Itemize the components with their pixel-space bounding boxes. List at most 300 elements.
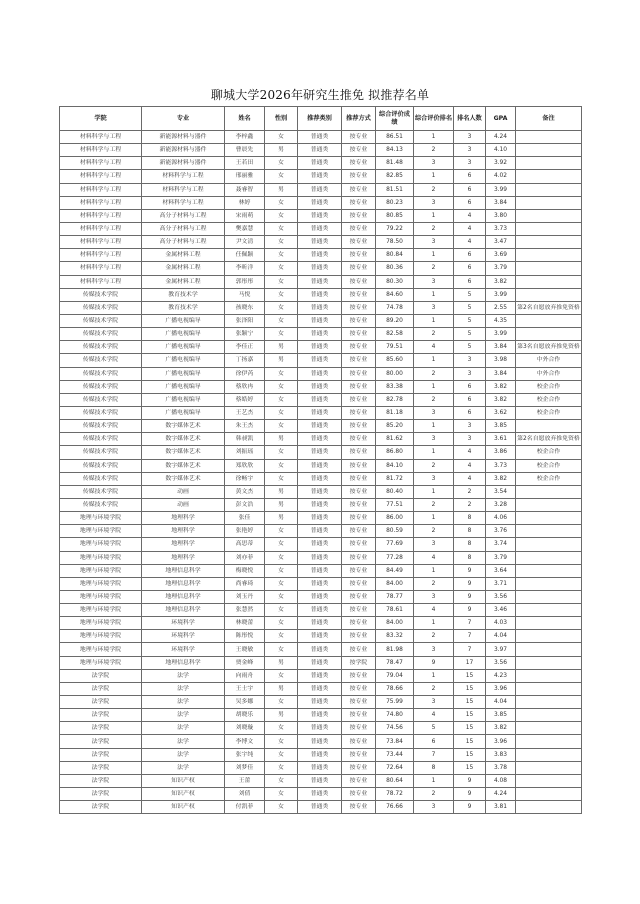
note-cell [516, 420, 582, 433]
major-cell: 地理信息科学 [142, 656, 225, 669]
college-cell: 地理与环境学院 [60, 525, 142, 538]
score-cell: 86.51 [376, 131, 414, 144]
method-cell: 按专业 [342, 446, 376, 459]
college-cell: 法学院 [60, 774, 142, 787]
name-cell: 韩昶凯 [225, 433, 265, 446]
category-cell: 普通类 [298, 380, 342, 393]
category-cell: 普通类 [298, 393, 342, 406]
college-cell: 传媒技术学院 [60, 420, 142, 433]
count-cell: 15 [454, 761, 486, 774]
gpa-cell: 4.35 [486, 314, 516, 327]
name-cell: 张艳婷 [225, 525, 265, 538]
rank-cell: 3 [414, 301, 454, 314]
category-cell: 普通类 [298, 525, 342, 538]
note-cell [516, 643, 582, 656]
note-cell [516, 222, 582, 235]
table-row [60, 170, 582, 183]
category-cell: 普通类 [298, 748, 342, 761]
college-cell: 地理与环境学院 [60, 656, 142, 669]
table-row [60, 262, 582, 275]
gender-cell: 女 [265, 590, 298, 603]
table-row [60, 196, 582, 209]
name-cell: 胡晓乐 [225, 709, 265, 722]
method-cell: 按专业 [342, 196, 376, 209]
score-cell: 86.80 [376, 446, 414, 459]
gender-cell: 女 [265, 393, 298, 406]
rank-cell: 7 [414, 748, 454, 761]
gender-cell: 男 [265, 498, 298, 511]
name-cell: 张慧然 [225, 604, 265, 617]
note-cell [516, 709, 582, 722]
score-cell: 73.84 [376, 735, 414, 748]
gpa-cell: 3.78 [486, 761, 516, 774]
count-cell: 6 [454, 262, 486, 275]
count-cell: 3 [454, 367, 486, 380]
note-cell [516, 682, 582, 695]
note-cell: 校企合作 [516, 406, 582, 419]
college-cell: 法学院 [60, 788, 142, 801]
method-cell: 按专业 [342, 682, 376, 695]
gpa-cell: 4.08 [486, 774, 516, 787]
gpa-cell: 3.76 [486, 525, 516, 538]
category-cell: 普通类 [298, 367, 342, 380]
rank-cell: 1 [414, 131, 454, 144]
rank-cell: 1 [414, 209, 454, 222]
method-cell: 按专业 [342, 788, 376, 801]
score-cell: 78.77 [376, 590, 414, 603]
category-cell: 普通类 [298, 433, 342, 446]
name-cell: 樊嘉慧 [225, 222, 265, 235]
rank-cell: 1 [414, 420, 454, 433]
method-cell: 按学院 [342, 656, 376, 669]
gpa-cell: 3.69 [486, 249, 516, 262]
method-cell: 按专业 [342, 367, 376, 380]
gpa-cell: 3.96 [486, 682, 516, 695]
name-cell: 刘晓璇 [225, 722, 265, 735]
name-cell: 刘梦佳 [225, 761, 265, 774]
table-row [60, 183, 582, 196]
rank-cell: 2 [414, 222, 454, 235]
note-cell: 中外合作 [516, 354, 582, 367]
count-cell: 17 [454, 656, 486, 669]
gender-cell: 女 [265, 696, 298, 709]
table-row [60, 748, 582, 761]
header-note: 备注 [516, 107, 582, 131]
rank-cell: 1 [414, 170, 454, 183]
name-cell: 丁扬嘉 [225, 354, 265, 367]
note-cell [516, 617, 582, 630]
table-body [60, 131, 582, 814]
score-cell: 86.00 [376, 512, 414, 525]
count-cell: 9 [454, 577, 486, 590]
college-cell: 法学院 [60, 722, 142, 735]
major-cell: 广播电视编导 [142, 328, 225, 341]
gender-cell: 女 [265, 669, 298, 682]
gpa-cell: 3.73 [486, 222, 516, 235]
college-cell: 地理与环境学院 [60, 643, 142, 656]
college-cell: 传媒技术学院 [60, 485, 142, 498]
name-cell: 王若田 [225, 157, 265, 170]
gpa-cell: 3.80 [486, 209, 516, 222]
major-cell: 数字媒体艺术 [142, 420, 225, 433]
major-cell: 环境科学 [142, 630, 225, 643]
note-cell: 第3名自愿放弃推免资格 [516, 341, 582, 354]
score-cell: 77.51 [376, 498, 414, 511]
count-cell: 6 [454, 406, 486, 419]
gpa-cell: 4.24 [486, 788, 516, 801]
score-cell: 81.51 [376, 183, 414, 196]
method-cell: 按专业 [342, 131, 376, 144]
score-cell: 78.72 [376, 788, 414, 801]
name-cell: 黄文杰 [225, 485, 265, 498]
gender-cell: 女 [265, 722, 298, 735]
header-method: 推荐方式 [342, 107, 376, 131]
gender-cell: 男 [265, 183, 298, 196]
gender-cell: 女 [265, 525, 298, 538]
score-cell: 80.64 [376, 774, 414, 787]
note-cell [516, 577, 582, 590]
count-cell: 2 [454, 498, 486, 511]
gender-cell: 女 [265, 459, 298, 472]
score-cell: 85.60 [376, 354, 414, 367]
major-cell: 新能源材料与器件 [142, 131, 225, 144]
count-cell: 5 [454, 328, 486, 341]
method-cell: 按专业 [342, 459, 376, 472]
table-row [60, 709, 582, 722]
score-cell: 84.49 [376, 564, 414, 577]
name-cell: 张佳 [225, 512, 265, 525]
gender-cell: 女 [265, 604, 298, 617]
name-cell: 王士宇 [225, 682, 265, 695]
table-row [60, 275, 582, 288]
note-cell [516, 669, 582, 682]
name-cell: 孩晓东 [225, 301, 265, 314]
gender-cell: 女 [265, 262, 298, 275]
college-cell: 材料科学与工程 [60, 183, 142, 196]
count-cell: 7 [454, 617, 486, 630]
gender-cell: 男 [265, 656, 298, 669]
name-cell: 徐伊芮 [225, 367, 265, 380]
college-cell: 地理与环境学院 [60, 577, 142, 590]
rank-cell: 8 [414, 761, 454, 774]
category-cell: 普通类 [298, 170, 342, 183]
count-cell: 15 [454, 669, 486, 682]
table-row [60, 222, 582, 235]
category-cell: 普通类 [298, 617, 342, 630]
major-cell: 动画 [142, 498, 225, 511]
category-cell: 普通类 [298, 301, 342, 314]
count-cell: 4 [454, 222, 486, 235]
major-cell: 地理信息科学 [142, 577, 225, 590]
gpa-cell: 4.02 [486, 170, 516, 183]
note-cell [516, 590, 582, 603]
major-cell: 法学 [142, 709, 225, 722]
method-cell: 按专业 [342, 735, 376, 748]
gpa-cell: 3.85 [486, 709, 516, 722]
table-row [60, 498, 582, 511]
college-cell: 材料科学与工程 [60, 144, 142, 157]
table-row [60, 301, 582, 314]
rank-cell: 2 [414, 144, 454, 157]
major-cell: 广播电视编导 [142, 314, 225, 327]
method-cell: 按专业 [342, 525, 376, 538]
gender-cell: 女 [265, 249, 298, 262]
count-cell: 9 [454, 788, 486, 801]
note-cell [516, 131, 582, 144]
rank-cell: 1 [414, 249, 454, 262]
gender-cell: 女 [265, 630, 298, 643]
category-cell: 普通类 [298, 722, 342, 735]
college-cell: 传媒技术学院 [60, 498, 142, 511]
name-cell: 曹晨先 [225, 144, 265, 157]
category-cell: 普通类 [298, 669, 342, 682]
count-cell: 15 [454, 696, 486, 709]
note-cell [516, 630, 582, 643]
major-cell: 高分子材料与工程 [142, 236, 225, 249]
college-cell: 地理与环境学院 [60, 630, 142, 643]
college-cell: 传媒技术学院 [60, 459, 142, 472]
name-cell: 邢丽雅 [225, 170, 265, 183]
name-cell: 刘振瑶 [225, 446, 265, 459]
name-cell: 李博文 [225, 735, 265, 748]
table-row [60, 538, 582, 551]
header-count: 排名人数 [454, 107, 486, 131]
method-cell: 按专业 [342, 748, 376, 761]
note-cell [516, 512, 582, 525]
college-cell: 传媒技术学院 [60, 433, 142, 446]
major-cell: 地理科学 [142, 538, 225, 551]
method-cell: 按专业 [342, 709, 376, 722]
method-cell: 按专业 [342, 577, 376, 590]
note-cell [516, 551, 582, 564]
method-cell: 按专业 [342, 774, 376, 787]
gpa-cell: 4.06 [486, 512, 516, 525]
table-row [60, 564, 582, 577]
category-cell: 普通类 [298, 406, 342, 419]
gender-cell: 女 [265, 538, 298, 551]
score-cell: 89.20 [376, 314, 414, 327]
table-row [60, 722, 582, 735]
gender-cell: 女 [265, 564, 298, 577]
college-cell: 传媒技术学院 [60, 380, 142, 393]
count-cell: 6 [454, 275, 486, 288]
score-cell: 80.36 [376, 262, 414, 275]
note-cell [516, 722, 582, 735]
method-cell: 按专业 [342, 472, 376, 485]
rank-cell: 9 [414, 656, 454, 669]
rank-cell: 3 [414, 157, 454, 170]
table-row [60, 761, 582, 774]
note-cell [516, 262, 582, 275]
method-cell: 按专业 [342, 249, 376, 262]
score-cell: 72.64 [376, 761, 414, 774]
rank-cell: 6 [414, 735, 454, 748]
gender-cell: 男 [265, 341, 298, 354]
method-cell: 按专业 [342, 144, 376, 157]
major-cell: 广播电视编导 [142, 393, 225, 406]
major-cell: 环境科学 [142, 643, 225, 656]
count-cell: 4 [454, 472, 486, 485]
note-cell [516, 656, 582, 669]
note-cell [516, 538, 582, 551]
gender-cell: 女 [265, 157, 298, 170]
score-cell: 80.00 [376, 367, 414, 380]
college-cell: 材料科学与工程 [60, 131, 142, 144]
college-cell: 法学院 [60, 748, 142, 761]
gpa-cell: 3.81 [486, 801, 516, 814]
category-cell: 普通类 [298, 761, 342, 774]
name-cell: 蔡皓婷 [225, 393, 265, 406]
gender-cell: 女 [265, 209, 298, 222]
college-cell: 地理与环境学院 [60, 617, 142, 630]
count-cell: 9 [454, 604, 486, 617]
note-cell [516, 209, 582, 222]
note-cell [516, 288, 582, 301]
score-cell: 82.58 [376, 328, 414, 341]
header-row [60, 107, 582, 131]
note-cell [516, 696, 582, 709]
note-cell: 第2名自愿放弃推免资格 [516, 301, 582, 314]
rank-cell: 3 [414, 696, 454, 709]
college-cell: 法学院 [60, 696, 142, 709]
college-cell: 传媒技术学院 [60, 472, 142, 485]
category-cell: 普通类 [298, 314, 342, 327]
note-cell [516, 774, 582, 787]
major-cell: 金属材料工程 [142, 275, 225, 288]
note-cell [516, 157, 582, 170]
major-cell: 地理科学 [142, 525, 225, 538]
rank-cell: 1 [414, 446, 454, 459]
gpa-cell: 3.96 [486, 735, 516, 748]
category-cell: 普通类 [298, 696, 342, 709]
rank-cell: 3 [414, 433, 454, 446]
table-row [60, 551, 582, 564]
count-cell: 8 [454, 538, 486, 551]
score-cell: 80.84 [376, 249, 414, 262]
method-cell: 按专业 [342, 761, 376, 774]
rank-cell: 3 [414, 196, 454, 209]
note-cell: 校企合作 [516, 472, 582, 485]
major-cell: 地理科学 [142, 551, 225, 564]
name-cell: 吴多娜 [225, 696, 265, 709]
gpa-cell: 3.71 [486, 577, 516, 590]
count-cell: 9 [454, 590, 486, 603]
name-cell: 王晓敏 [225, 643, 265, 656]
note-cell [516, 249, 582, 262]
method-cell: 按专业 [342, 538, 376, 551]
major-cell: 广播电视编导 [142, 367, 225, 380]
score-cell: 84.13 [376, 144, 414, 157]
college-cell: 材料科学与工程 [60, 157, 142, 170]
college-cell: 地理与环境学院 [60, 538, 142, 551]
college-cell: 传媒技术学院 [60, 301, 142, 314]
category-cell: 普通类 [298, 236, 342, 249]
table-row [60, 788, 582, 801]
count-cell: 4 [454, 459, 486, 472]
name-cell: 梅晓悦 [225, 564, 265, 577]
rank-cell: 4 [414, 709, 454, 722]
header-major: 专业 [142, 107, 225, 131]
category-cell: 普通类 [298, 774, 342, 787]
category-cell: 普通类 [298, 354, 342, 367]
method-cell: 按专业 [342, 551, 376, 564]
name-cell: 任佩颖 [225, 249, 265, 262]
table-row [60, 380, 582, 393]
college-cell: 地理与环境学院 [60, 564, 142, 577]
method-cell: 按专业 [342, 354, 376, 367]
method-cell: 按专业 [342, 314, 376, 327]
major-cell: 知识产权 [142, 788, 225, 801]
rank-cell: 1 [414, 617, 454, 630]
gpa-cell: 3.99 [486, 183, 516, 196]
gender-cell: 女 [265, 367, 298, 380]
table-row [60, 669, 582, 682]
rank-cell: 4 [414, 604, 454, 617]
major-cell: 广播电视编导 [142, 354, 225, 367]
major-cell: 法学 [142, 696, 225, 709]
table-row [60, 801, 582, 814]
count-cell: 2 [454, 485, 486, 498]
score-cell: 84.00 [376, 617, 414, 630]
gpa-cell: 3.79 [486, 262, 516, 275]
note-cell [516, 328, 582, 341]
gpa-cell: 4.04 [486, 696, 516, 709]
name-cell: 刘玉丹 [225, 590, 265, 603]
score-cell: 80.30 [376, 275, 414, 288]
note-cell: 校企合作 [516, 446, 582, 459]
gpa-cell: 3.56 [486, 590, 516, 603]
category-cell: 普通类 [298, 538, 342, 551]
name-cell: 张宇纯 [225, 748, 265, 761]
method-cell: 按专业 [342, 722, 376, 735]
gender-cell: 女 [265, 236, 298, 249]
note-cell [516, 604, 582, 617]
name-cell: 徐畅宇 [225, 472, 265, 485]
score-cell: 81.98 [376, 643, 414, 656]
gpa-cell: 3.47 [486, 236, 516, 249]
college-cell: 法学院 [60, 761, 142, 774]
table-row [60, 406, 582, 419]
rank-cell: 3 [414, 590, 454, 603]
table-row [60, 249, 582, 262]
rank-cell: 2 [414, 630, 454, 643]
category-cell: 普通类 [298, 275, 342, 288]
table-row [60, 420, 582, 433]
score-cell: 84.60 [376, 288, 414, 301]
table-row [60, 367, 582, 380]
method-cell: 按专业 [342, 341, 376, 354]
gender-cell: 女 [265, 170, 298, 183]
gpa-cell: 3.99 [486, 288, 516, 301]
major-cell: 地理科学 [142, 512, 225, 525]
score-cell: 76.66 [376, 801, 414, 814]
category-cell: 普通类 [298, 144, 342, 157]
major-cell: 高分子材料与工程 [142, 222, 225, 235]
rank-cell: 2 [414, 498, 454, 511]
name-cell: 尹文清 [225, 236, 265, 249]
gpa-cell: 4.10 [486, 144, 516, 157]
name-cell: 李昕洋 [225, 262, 265, 275]
method-cell: 按专业 [342, 393, 376, 406]
major-cell: 数字媒体艺术 [142, 472, 225, 485]
count-cell: 7 [454, 630, 486, 643]
method-cell: 按专业 [342, 801, 376, 814]
table-row [60, 144, 582, 157]
major-cell: 动画 [142, 485, 225, 498]
major-cell: 法学 [142, 735, 225, 748]
header-score: 综合评价成绩 [376, 107, 414, 131]
gender-cell: 女 [265, 288, 298, 301]
